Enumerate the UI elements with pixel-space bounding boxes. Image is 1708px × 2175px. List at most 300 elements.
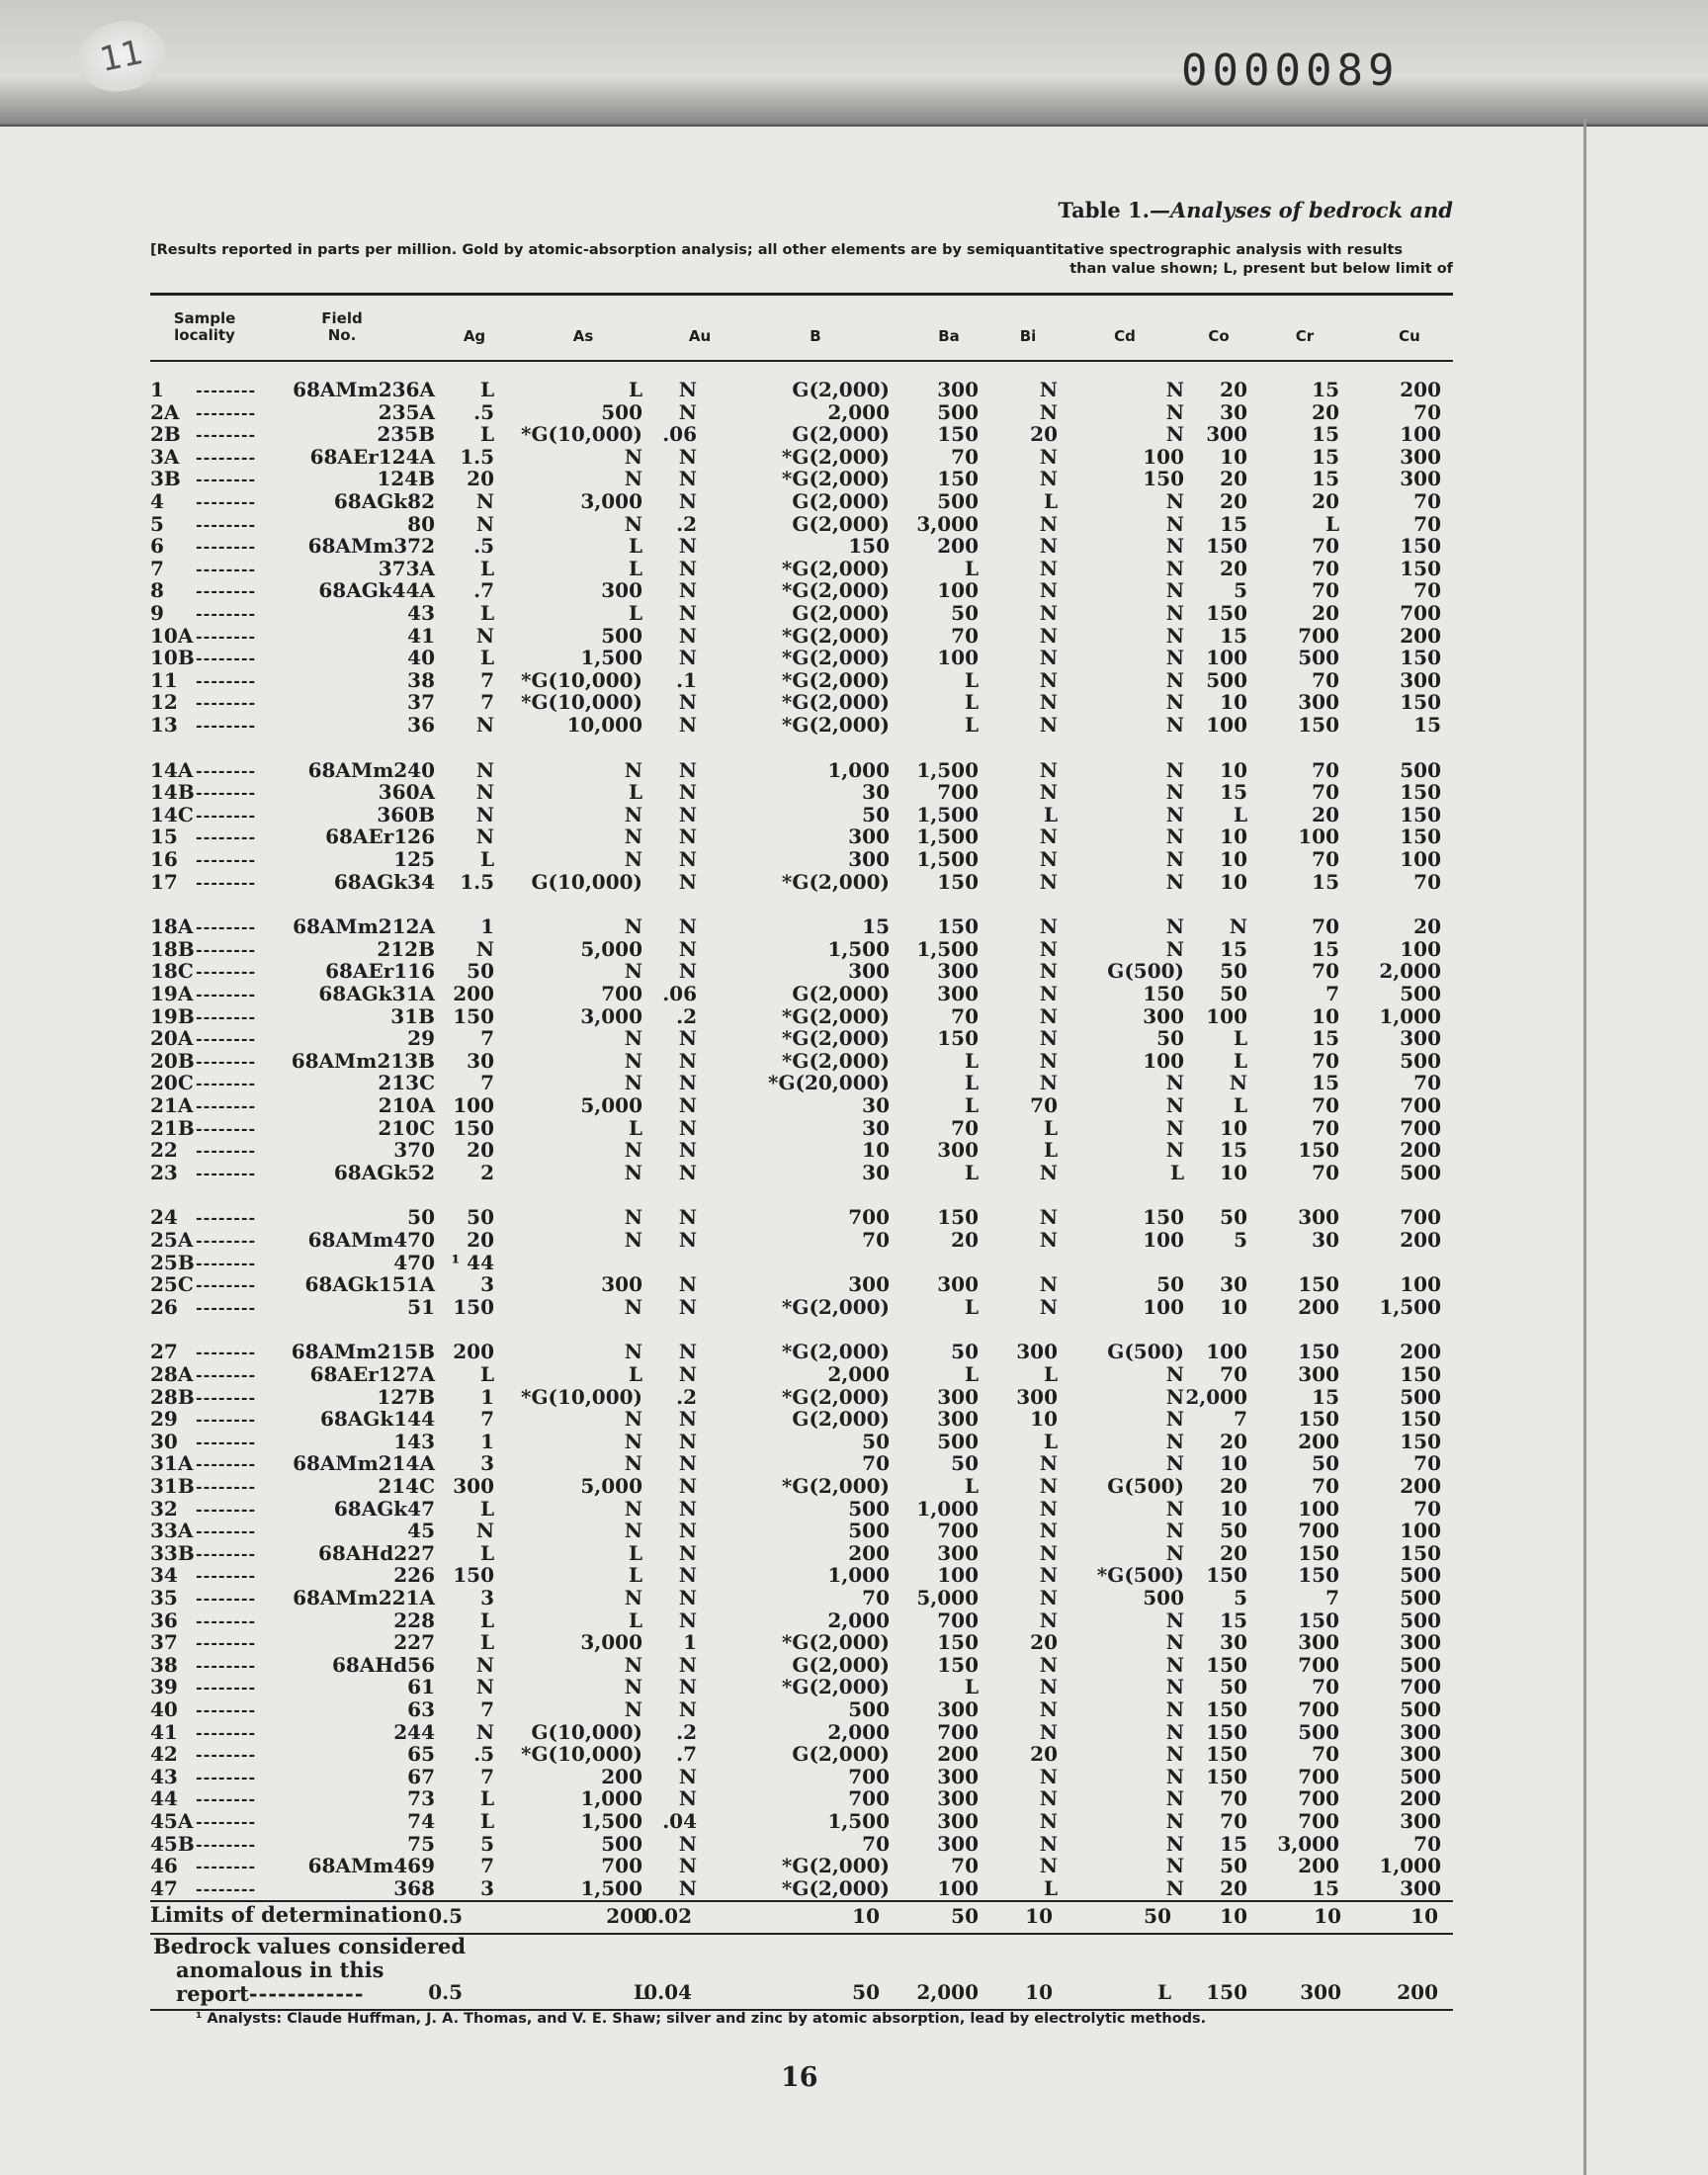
- cell-sample: 35: [150, 1586, 178, 1610]
- cell-sample: 25A: [150, 1228, 194, 1252]
- cell-cr: 15: [1312, 1071, 1339, 1095]
- cell-as: 200: [601, 1764, 642, 1788]
- cell-cr: 15: [1312, 869, 1339, 894]
- cell-cr: 70: [1312, 556, 1339, 580]
- cell-ag: 1: [480, 1429, 494, 1453]
- cell-bi: N: [1039, 690, 1058, 715]
- cell-au: .06: [662, 982, 697, 1005]
- cell-b: 70: [862, 1451, 890, 1476]
- cell-ba: L: [964, 1362, 979, 1386]
- cell-cr: 200: [1298, 1294, 1339, 1319]
- cell-sample: 4: [150, 489, 164, 513]
- cell-co: 100: [1206, 1340, 1247, 1364]
- cell-field: 68AGk82: [333, 489, 435, 513]
- cell-co: 10: [1220, 1115, 1247, 1140]
- cell-as: L: [628, 1540, 642, 1565]
- cell-cu: 700: [1400, 601, 1441, 625]
- cell-b: 1,500: [827, 936, 890, 961]
- cell-ag: 30: [467, 1048, 494, 1073]
- cell-ba: 1,500: [916, 825, 979, 849]
- cell-sample: 14C: [150, 802, 194, 826]
- cell-co: 20: [1220, 1474, 1247, 1498]
- cell-sample: 41: [150, 1719, 178, 1744]
- cell-cd: N: [1165, 1451, 1184, 1476]
- cell-ba: L: [964, 1048, 979, 1073]
- cell-cd: N: [1165, 690, 1184, 715]
- limits-ag: 0.5: [428, 1904, 463, 1928]
- cell-co: 20: [1220, 467, 1247, 491]
- cell-ag: 7: [480, 690, 494, 715]
- leader-dots: --------: [196, 827, 257, 847]
- cell-cd: N: [1165, 1697, 1184, 1721]
- cell-ag: ¹ 44: [451, 1250, 494, 1274]
- cell-au: N: [678, 1026, 697, 1051]
- leader-dots: --------: [196, 1722, 257, 1742]
- cell-field: 67: [407, 1764, 435, 1788]
- cell-bi: N: [1039, 959, 1058, 984]
- cell-au: N: [678, 1138, 697, 1163]
- cell-b: 10: [862, 1138, 890, 1163]
- cell-sample: 15: [150, 825, 178, 849]
- cell-as: N: [624, 1228, 642, 1252]
- cell-cr: 700: [1298, 1764, 1339, 1788]
- cell-field: 68AHd227: [318, 1540, 435, 1565]
- cell-au: N: [678, 1115, 697, 1140]
- leader-dots: --------: [196, 1767, 257, 1786]
- cell-cr: 15: [1312, 936, 1339, 961]
- cell-cu: 70: [1413, 578, 1441, 603]
- cell-cd: 100: [1143, 1228, 1184, 1252]
- cell-cr: 150: [1298, 1563, 1339, 1588]
- col-header-ag: Ag: [463, 327, 486, 345]
- cell-sample: 28A: [150, 1362, 194, 1386]
- cell-as: N: [624, 1451, 642, 1476]
- cell-as: 700: [601, 982, 642, 1005]
- cell-bi: N: [1039, 1272, 1058, 1297]
- cell-bi: N: [1039, 780, 1058, 805]
- cell-cd: N: [1165, 914, 1184, 939]
- cell-ag: L: [479, 601, 494, 625]
- cell-ag: 150: [453, 1003, 494, 1028]
- cell-bi: 300: [1016, 1340, 1058, 1364]
- anomalous-bi: 10: [1025, 1980, 1053, 2004]
- cell-as: N: [624, 467, 642, 491]
- cell-field: 68AGk31A: [318, 982, 435, 1005]
- cell-as: N: [624, 1652, 642, 1677]
- cell-b: *G(2,000): [781, 690, 890, 715]
- cell-co: 30: [1220, 399, 1247, 424]
- cell-b: *G(2,000): [781, 556, 890, 580]
- cell-sample: 45A: [150, 1809, 194, 1833]
- cell-sample: 25B: [150, 1250, 195, 1274]
- cell-co: 50: [1220, 982, 1247, 1005]
- cell-ba: 200: [937, 534, 979, 559]
- cell-ba: 500: [937, 1429, 979, 1453]
- cell-cu: 1,500: [1379, 1294, 1441, 1319]
- cell-co: 15: [1220, 511, 1247, 536]
- cell-ba: 700: [937, 1719, 979, 1744]
- cell-cd: N: [1165, 667, 1184, 692]
- cell-bi: L: [1043, 489, 1058, 513]
- cell-b: *G(2,000): [781, 1294, 890, 1319]
- anomalous-co: 150: [1206, 1980, 1247, 2004]
- cell-b: *G(2,000): [781, 444, 890, 469]
- cell-b: G(2,000): [792, 378, 890, 401]
- cell-ag: 200: [453, 1340, 494, 1364]
- cell-cd: G(500): [1107, 1340, 1184, 1364]
- cell-cd: N: [1165, 489, 1184, 513]
- cell-cd: N: [1165, 1786, 1184, 1811]
- limits-ba: 50: [951, 1904, 979, 1928]
- cell-sample: 43: [150, 1764, 178, 1788]
- cell-cd: N: [1165, 646, 1184, 670]
- cell-co: L: [1233, 1026, 1247, 1051]
- cell-cu: 200: [1400, 1138, 1441, 1163]
- cell-cu: 100: [1400, 847, 1441, 871]
- cell-au: N: [678, 1786, 697, 1811]
- leader-dots: --------: [196, 693, 257, 713]
- cell-ag: 3: [480, 1272, 494, 1297]
- cell-cu: 200: [1400, 1228, 1441, 1252]
- cell-cd: N: [1165, 399, 1184, 424]
- cell-ba: 300: [937, 982, 979, 1005]
- cell-au: .2: [676, 1003, 697, 1028]
- cell-cd: N: [1165, 1831, 1184, 1856]
- cell-cd: N: [1165, 1496, 1184, 1521]
- cell-co: 15: [1220, 780, 1247, 805]
- cell-b: 500: [848, 1519, 890, 1543]
- cell-field: 213C: [378, 1071, 435, 1095]
- cell-cr: 70: [1312, 534, 1339, 559]
- cell-cu: 100: [1400, 422, 1441, 447]
- leader-dots: --------: [196, 805, 257, 825]
- cell-b: 50: [862, 802, 890, 826]
- cell-ba: 150: [937, 1630, 979, 1655]
- cell-b: *G(2,000): [781, 1340, 890, 1364]
- cell-cd: G(500): [1107, 1474, 1184, 1498]
- cell-cd: N: [1165, 1115, 1184, 1140]
- cell-ag: 20: [467, 1138, 494, 1163]
- cell-au: N: [678, 1362, 697, 1386]
- cell-as: 1,500: [580, 646, 642, 670]
- cell-sample: 24: [150, 1205, 178, 1230]
- cell-au: N: [678, 534, 697, 559]
- cell-ba: L: [964, 1071, 979, 1095]
- cell-field: 228: [393, 1608, 435, 1632]
- leader-dots: --------: [196, 470, 257, 489]
- cell-au: N: [678, 1160, 697, 1184]
- cell-cu: 200: [1400, 1786, 1441, 1811]
- cell-sample: 42: [150, 1742, 178, 1767]
- cell-au: N: [678, 1429, 697, 1453]
- cell-cu: 1,000: [1379, 1854, 1441, 1878]
- cell-as: 300: [601, 1272, 642, 1297]
- cell-bi: L: [1043, 1115, 1058, 1140]
- limits-label: Limits of determination: [150, 1902, 428, 1927]
- cell-sample: 29: [150, 1407, 178, 1432]
- cell-b: G(2,000): [792, 1407, 890, 1432]
- leader-dots: --------: [196, 649, 257, 668]
- cell-b: 70: [862, 1228, 890, 1252]
- cell-cr: 200: [1298, 1854, 1339, 1878]
- cell-au: N: [678, 1071, 697, 1095]
- cell-sample: 28B: [150, 1384, 195, 1409]
- cell-as: N: [624, 511, 642, 536]
- cell-ba: 150: [937, 914, 979, 939]
- cell-sample: 36: [150, 1608, 178, 1632]
- table-title: [1038, 198, 1453, 222]
- cell-sample: 31B: [150, 1474, 195, 1498]
- cell-as: L: [628, 556, 642, 580]
- cell-co: 20: [1220, 1875, 1247, 1900]
- cell-cr: 20: [1312, 399, 1339, 424]
- cell-ag: 3: [480, 1875, 494, 1900]
- cell-cu: 300: [1400, 1742, 1441, 1767]
- document-number: 0000089: [1181, 45, 1400, 96]
- cell-co: 150: [1206, 534, 1247, 559]
- cell-bi: N: [1039, 623, 1058, 648]
- cell-ag: 7: [480, 1407, 494, 1432]
- cell-ag: L: [479, 1362, 494, 1386]
- cell-ag: 100: [453, 1093, 494, 1117]
- cell-cr: L: [1324, 511, 1339, 536]
- headnote-line-2: than value shown; L, present but below limit of: [1069, 261, 1453, 277]
- cell-ag: 50: [467, 959, 494, 984]
- col-header-sample: [150, 310, 259, 344]
- cell-b: *G(20,000): [767, 1071, 890, 1095]
- cell-ag: 20: [467, 1228, 494, 1252]
- cell-sample: 45B: [150, 1831, 195, 1856]
- cell-b: 1,000: [827, 757, 890, 782]
- cell-sample: 31A: [150, 1451, 194, 1476]
- cell-cd: N: [1165, 869, 1184, 894]
- cell-cr: 70: [1312, 1115, 1339, 1140]
- cell-au: N: [678, 1540, 697, 1565]
- cell-cr: 70: [1312, 847, 1339, 871]
- cell-ba: L: [964, 1093, 979, 1117]
- cell-cu: 500: [1400, 1563, 1441, 1588]
- cell-au: N: [678, 601, 697, 625]
- leader-dots: --------: [196, 1834, 257, 1854]
- cell-au: N: [678, 1093, 697, 1117]
- cell-bi: N: [1039, 578, 1058, 603]
- cell-ba: 1,500: [916, 847, 979, 871]
- cell-cu: 300: [1400, 467, 1441, 491]
- leader-dots: --------: [196, 492, 257, 511]
- cell-ba: 70: [951, 444, 979, 469]
- cell-co: 50: [1220, 959, 1247, 984]
- leader-dots: --------: [196, 985, 257, 1003]
- cell-sample: 11: [150, 667, 178, 692]
- cell-b: *G(2,000): [781, 623, 890, 648]
- cell-cd: 150: [1143, 982, 1184, 1005]
- cell-co: 10: [1220, 869, 1247, 894]
- leader-dots: --------: [196, 1163, 257, 1182]
- cell-bi: 70: [1030, 1093, 1058, 1117]
- cell-as: 700: [601, 1854, 642, 1878]
- cell-field: 235B: [377, 422, 435, 447]
- cell-as: G(10,000): [531, 869, 642, 894]
- cell-cr: 50: [1312, 1451, 1339, 1476]
- cell-b: G(2,000): [792, 422, 890, 447]
- cell-ag: L: [479, 1540, 494, 1565]
- cell-b: *G(2,000): [781, 1630, 890, 1655]
- leader-dots: --------: [196, 1589, 257, 1608]
- cell-field: 212B: [377, 936, 435, 961]
- cell-bi: N: [1039, 1675, 1058, 1699]
- cell-as: L: [628, 534, 642, 559]
- cell-cr: 700: [1298, 1786, 1339, 1811]
- cell-cu: 70: [1413, 1831, 1441, 1856]
- limits-co: 10: [1220, 1904, 1247, 1928]
- cell-field: 68AMm469: [307, 1854, 435, 1878]
- cell-cu: 150: [1400, 690, 1441, 715]
- cell-cr: 70: [1312, 1742, 1339, 1767]
- leader-dots: --------: [196, 1387, 257, 1407]
- page-number: 16: [781, 2062, 818, 2093]
- cell-field: 370: [393, 1138, 435, 1163]
- cell-co: 15: [1220, 623, 1247, 648]
- cell-cu: 150: [1400, 1407, 1441, 1432]
- cell-field: 127B: [377, 1384, 435, 1409]
- cell-cu: 1,000: [1379, 1003, 1441, 1028]
- leader-dots: --------: [196, 1006, 257, 1026]
- cell-ba: 50: [951, 1340, 979, 1364]
- leader-dots: --------: [196, 604, 257, 623]
- cell-as: 1,000: [580, 1786, 642, 1811]
- cell-ag: N: [475, 825, 494, 849]
- leader-dots: --------: [196, 626, 257, 646]
- cell-bi: 10: [1030, 1407, 1058, 1432]
- cell-b: 700: [848, 1786, 890, 1811]
- cell-field: 68AGk34: [333, 869, 435, 894]
- cell-cd: N: [1165, 1875, 1184, 1900]
- cell-as: N: [624, 825, 642, 849]
- leader-dots: --------: [196, 402, 257, 422]
- leader-dots: --------: [196, 1878, 257, 1898]
- col-header-as: As: [572, 327, 594, 345]
- cell-bi: N: [1039, 1228, 1058, 1252]
- cell-sample: 21B: [150, 1115, 195, 1140]
- cell-co: 10: [1220, 847, 1247, 871]
- cell-co: 20: [1220, 556, 1247, 580]
- cell-ba: 150: [937, 422, 979, 447]
- cell-cu: 700: [1400, 1205, 1441, 1230]
- cell-ag: L: [479, 422, 494, 447]
- cell-cu: 100: [1400, 1519, 1441, 1543]
- cell-sample: 30: [150, 1429, 178, 1453]
- cell-au: N: [678, 780, 697, 805]
- cell-as: L: [628, 1362, 642, 1386]
- cell-bi: L: [1043, 1429, 1058, 1453]
- cell-co: 150: [1206, 1652, 1247, 1677]
- cell-ba: L: [964, 1160, 979, 1184]
- cell-sample: 37: [150, 1630, 178, 1655]
- cell-au: N: [678, 1474, 697, 1498]
- leader-dots: --------: [196, 1454, 257, 1474]
- cell-ag: 1: [480, 914, 494, 939]
- cell-ag: L: [479, 1496, 494, 1521]
- cell-co: 5: [1234, 1228, 1247, 1252]
- cell-cd: N: [1165, 1809, 1184, 1833]
- anomalous-b: 50: [852, 1980, 880, 2004]
- cell-cu: 300: [1400, 444, 1441, 469]
- cell-as: N: [624, 914, 642, 939]
- cell-ag: .5: [473, 534, 494, 559]
- cell-ba: L: [964, 1474, 979, 1498]
- cell-b: G(2,000): [792, 982, 890, 1005]
- leader-dots: --------: [196, 1253, 257, 1272]
- cell-cu: 500: [1400, 1586, 1441, 1610]
- cell-sample: 17: [150, 869, 178, 894]
- cell-au: N: [678, 936, 697, 961]
- cell-cu: 70: [1413, 511, 1441, 536]
- cell-b: *G(2,000): [781, 1875, 890, 1900]
- cell-sample: 2B: [150, 422, 181, 447]
- cell-co: L: [1233, 802, 1247, 826]
- cell-sample: 18A: [150, 914, 194, 939]
- leader-dots: --------: [196, 1208, 257, 1228]
- cell-b: 30: [862, 1115, 890, 1140]
- cell-au: N: [678, 1608, 697, 1632]
- cell-as: N: [624, 444, 642, 469]
- cell-au: N: [678, 623, 697, 648]
- cell-field: 68AGk44A: [318, 578, 435, 603]
- cell-cu: 100: [1400, 936, 1441, 961]
- cell-cu: 150: [1400, 825, 1441, 849]
- cell-ag: N: [475, 713, 494, 737]
- cell-sample: 20C: [150, 1071, 194, 1095]
- cell-cr: 70: [1312, 1474, 1339, 1498]
- cell-bi: N: [1039, 982, 1058, 1005]
- cell-as: *G(10,000): [520, 690, 642, 715]
- cell-cr: 300: [1298, 1205, 1339, 1230]
- cell-cr: 500: [1298, 646, 1339, 670]
- cell-cu: 200: [1400, 623, 1441, 648]
- cell-ag: L: [479, 1608, 494, 1632]
- cell-bi: N: [1039, 1294, 1058, 1319]
- cell-field: 68AHd56: [331, 1652, 435, 1677]
- cell-ba: 300: [937, 1764, 979, 1788]
- leader-dots: --------: [196, 447, 257, 467]
- cell-ag: N: [475, 936, 494, 961]
- cell-field: 210A: [378, 1093, 435, 1117]
- cell-cu: 700: [1400, 1675, 1441, 1699]
- anomalous-as: L: [633, 1980, 647, 2004]
- leader-dots: --------: [196, 1655, 257, 1675]
- cell-as: N: [624, 959, 642, 984]
- anomalous-au: 0.04: [643, 1980, 692, 2004]
- leader-dots: --------: [196, 760, 257, 780]
- cell-b: 150: [848, 534, 890, 559]
- cell-cd: N: [1165, 825, 1184, 849]
- leader-dots: --------: [196, 1499, 257, 1519]
- cell-au: N: [678, 1228, 697, 1252]
- cell-b: 70: [862, 1831, 890, 1856]
- cell-cd: 100: [1143, 444, 1184, 469]
- cell-as: N: [624, 1496, 642, 1521]
- leader-dots: --------: [196, 872, 257, 892]
- cell-au: N: [678, 1451, 697, 1476]
- cell-ba: 70: [951, 1115, 979, 1140]
- cell-ba: 300: [937, 1697, 979, 1721]
- cell-cu: 70: [1413, 399, 1441, 424]
- anomalous-cu: 200: [1397, 1980, 1438, 2004]
- cell-bi: N: [1039, 1563, 1058, 1588]
- cell-cr: 70: [1312, 914, 1339, 939]
- cell-as: N: [624, 1340, 642, 1364]
- cell-cd: N: [1165, 780, 1184, 805]
